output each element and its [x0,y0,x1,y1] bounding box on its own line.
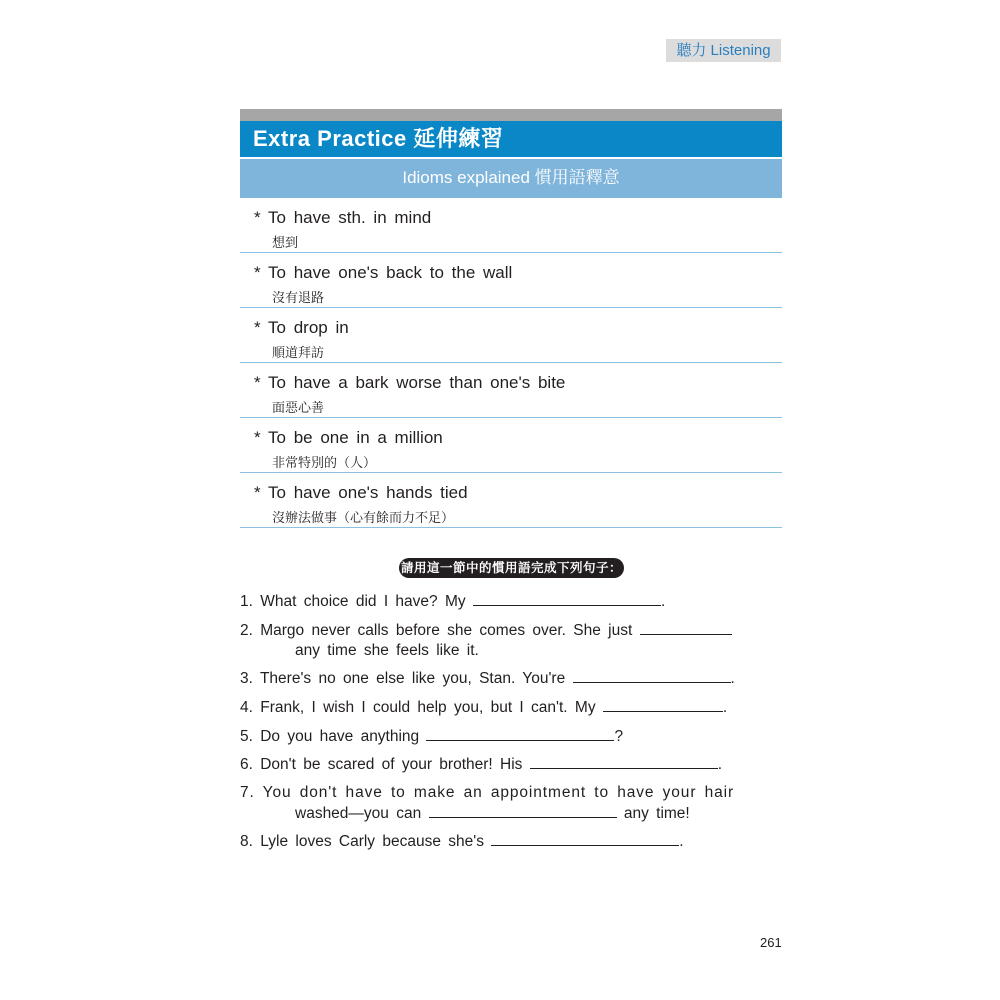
section-tag: 聽力 Listening [666,39,781,62]
question-continuation [240,803,782,824]
idiom-item [240,418,782,473]
question-end: . [730,670,735,687]
idiom-english: * To have sth. in mind [254,208,432,227]
question-end: . [660,593,666,610]
answer-blank[interactable] [429,803,617,818]
answer-blank[interactable] [426,726,614,741]
answer-blank[interactable] [491,831,679,846]
panel-title: Extra Practice 延伸練習 [240,121,782,157]
question-end: . [722,699,728,716]
panel-top-bar [240,109,782,121]
question-5 [240,726,782,747]
idiom-item [240,363,782,418]
idiom-english: * To have one's back to the wall [254,263,513,282]
idiom-item [240,198,782,253]
question-text: 7. You don't have to make an appointment to have your hair [240,784,735,801]
answer-blank[interactable] [530,754,718,769]
idiom-english: * To be one in a million [254,428,443,447]
question-3 [240,668,782,689]
question-4 [240,697,782,718]
question-end: ? [614,728,624,745]
question-8 [240,831,782,852]
idiom-item [240,308,782,363]
instruction-pill: 請用這一節中的慣用語完成下列句子： [399,558,624,578]
page-number: 261 [760,935,782,950]
idiom-chinese: 順道拜訪 [272,345,325,360]
question-7 [240,783,782,824]
question-2 [240,620,782,661]
question-6 [240,754,782,775]
idiom-english: * To drop in [254,318,349,337]
idiom-english: * To have a bark worse than one's bite [254,373,566,392]
question-continuation: any time she feels like it. [295,642,479,659]
answer-blank[interactable] [603,697,723,712]
idiom-chinese: 想到 [272,235,299,250]
idiom-item [240,473,782,528]
answer-blank[interactable] [473,591,661,606]
extra-practice-panel [240,109,782,528]
question-text: washed—you can [295,805,422,822]
question-text: 3. There's no one else like you, Stan. You're [240,670,566,687]
idiom-item [240,253,782,308]
question-text: 6. Don't be scared of your brother! His [240,756,523,773]
idiom-chinese: 面惡心善 [272,400,325,415]
panel-subtitle: Idioms explained 慣用語釋意 [240,159,782,198]
idiom-english: * To have one's hands tied [254,483,468,502]
question-text: 1. What choice did I have? My [240,593,466,610]
question-text: 2. Margo never calls before she comes over. She just [240,622,633,639]
question-end: . [717,756,723,773]
idiom-chinese: 沒辦法做事（心有餘而力不足） [272,510,455,525]
question-end: any time! [623,805,690,822]
answer-blank[interactable] [573,668,731,683]
idiom-chinese: 沒有退路 [272,290,325,305]
question-text: 4. Frank, I wish I could help you, but I can't. My [240,699,596,716]
answer-blank[interactable] [640,620,732,635]
question-end: . [679,833,684,850]
question-1 [240,591,782,612]
question-text: 8. Lyle loves Carly because she's [240,833,484,850]
idiom-chinese: 非常特別的（人） [272,455,377,470]
question-text: 5. Do you have anything [240,728,420,745]
